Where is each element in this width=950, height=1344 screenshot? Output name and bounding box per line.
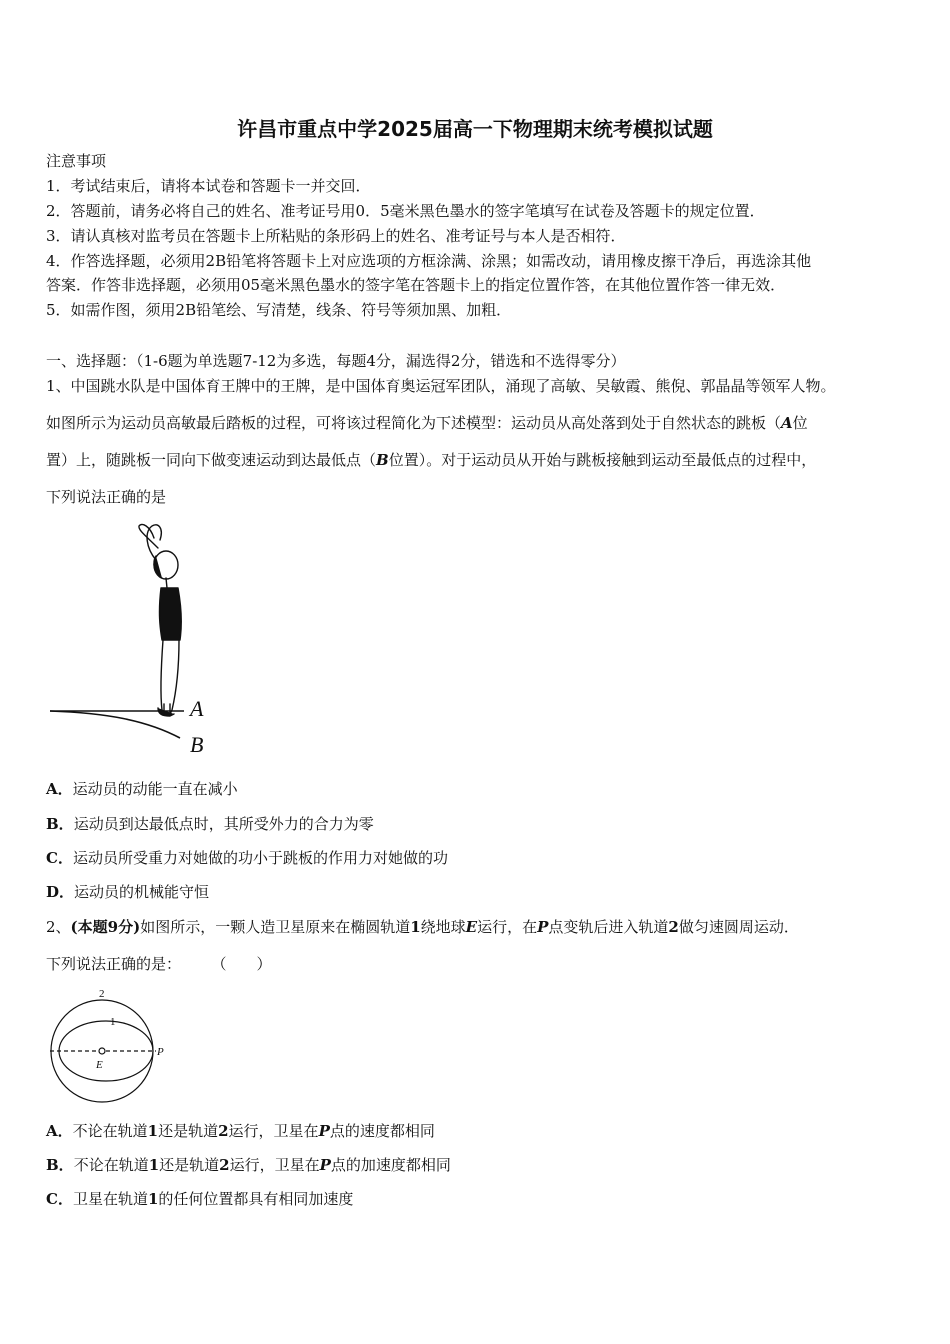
label-orbit-2: 2 <box>99 988 105 1000</box>
page-title: 许昌市重点中学2025届高一下物理期末统考模拟试题 <box>237 117 713 141</box>
q1-line-3: 置）上，随跳板一同向下做变速运动到达最低点（B位置）。对于运动员从开始与跳板接触到运动至最低点的过程中， <box>46 451 817 469</box>
q1-line-4: 下列说法正确的是 <box>46 488 167 506</box>
board-b-curve <box>50 711 180 738</box>
q1-line-1: 1、中国跳水队是中国体育王牌中的王牌，是中国体育奥运冠军团队，涌现了高敏、吴敏霞、熊倪、郭晶晶等领军人物。 <box>46 377 836 395</box>
notice-item-5: 5．如需作图，须用2B铅笔绘、写清楚，线条、符号等须加黑、加粗． <box>46 301 512 319</box>
label-a: A <box>190 696 204 721</box>
q2-option-c: C．卫星在轨道1的任何位置都具有相同加速度 <box>46 1190 354 1208</box>
q1-option-c: C．运动员所受重力对她做的功小于跳板的作用力对她做的功 <box>46 849 448 867</box>
q2-line-1: 2、(本题9分)如图所示，一颗人造卫星原来在椭圆轨道1绕地球E运行，在P点变轨后进入轨道2做匀速圆周运动． <box>46 918 799 936</box>
q1-line-2: 如图所示为运动员高敏最后踏板的过程，可将该过程简化为下述模型：运动员从高处落到处于自然状态的跳板（A位 <box>46 414 808 432</box>
orbit-figure <box>46 985 176 1105</box>
notice-item-4: 4．作答选择题，必须用2B铅笔将答题卡上对应选项的方框涂满、涂黑；如需改动，请用橡皮擦干净后，再选涂其他 <box>46 252 812 270</box>
q1-var-b: B <box>376 451 389 469</box>
notice-item-3: 3．请认真核对监考员在答题卡上所粘贴的条形码上的姓名、准考证号与本人是否相符． <box>46 227 626 245</box>
notice-item-2: 2．答题前，请务必将自己的姓名、准考证号用0．5毫米黑色墨水的签字笔填写在试卷及答题卡的规定位置． <box>46 202 765 220</box>
notice-item-1: 1．考试结束后，请将本试卷和答题卡一并交回． <box>46 177 371 195</box>
q2-option-a: A．不论在轨道1还是轨道2运行，卫星在P点的速度都相同 <box>46 1122 435 1140</box>
label-b: B <box>190 732 204 757</box>
diver-figure <box>46 518 226 763</box>
q1-option-b: B．运动员到达最低点时，其所受外力的合力为零 <box>46 815 374 833</box>
earth-point <box>99 1048 105 1054</box>
q2-option-b: B．不论在轨道1还是轨道2运行，卫星在P点的加速度都相同 <box>46 1156 451 1174</box>
notice-heading: 注意事项 <box>46 152 107 170</box>
q2-line-2: 下列说法正确的是： （ ） <box>46 955 272 973</box>
label-orbit-1: 1 <box>110 1016 116 1028</box>
label-p: P <box>157 1046 164 1058</box>
notice-item-4-cont: 答案．作答非选择题，必须用05毫米黑色墨水的签字笔在答题卡上的指定位置作答，在其他位置作答一律无效． <box>46 276 786 294</box>
q1-option-d: D．运动员的机械能守恒 <box>46 883 210 901</box>
q1-var-a: A <box>781 414 793 432</box>
label-earth: E <box>96 1059 103 1071</box>
section-heading: 一、选择题：（1-6题为单选题7-12为多选，每题4分，漏选得2分，错选和不选得零分） <box>46 352 626 370</box>
q1-option-a: A．运动员的动能一直在减小 <box>46 780 238 798</box>
